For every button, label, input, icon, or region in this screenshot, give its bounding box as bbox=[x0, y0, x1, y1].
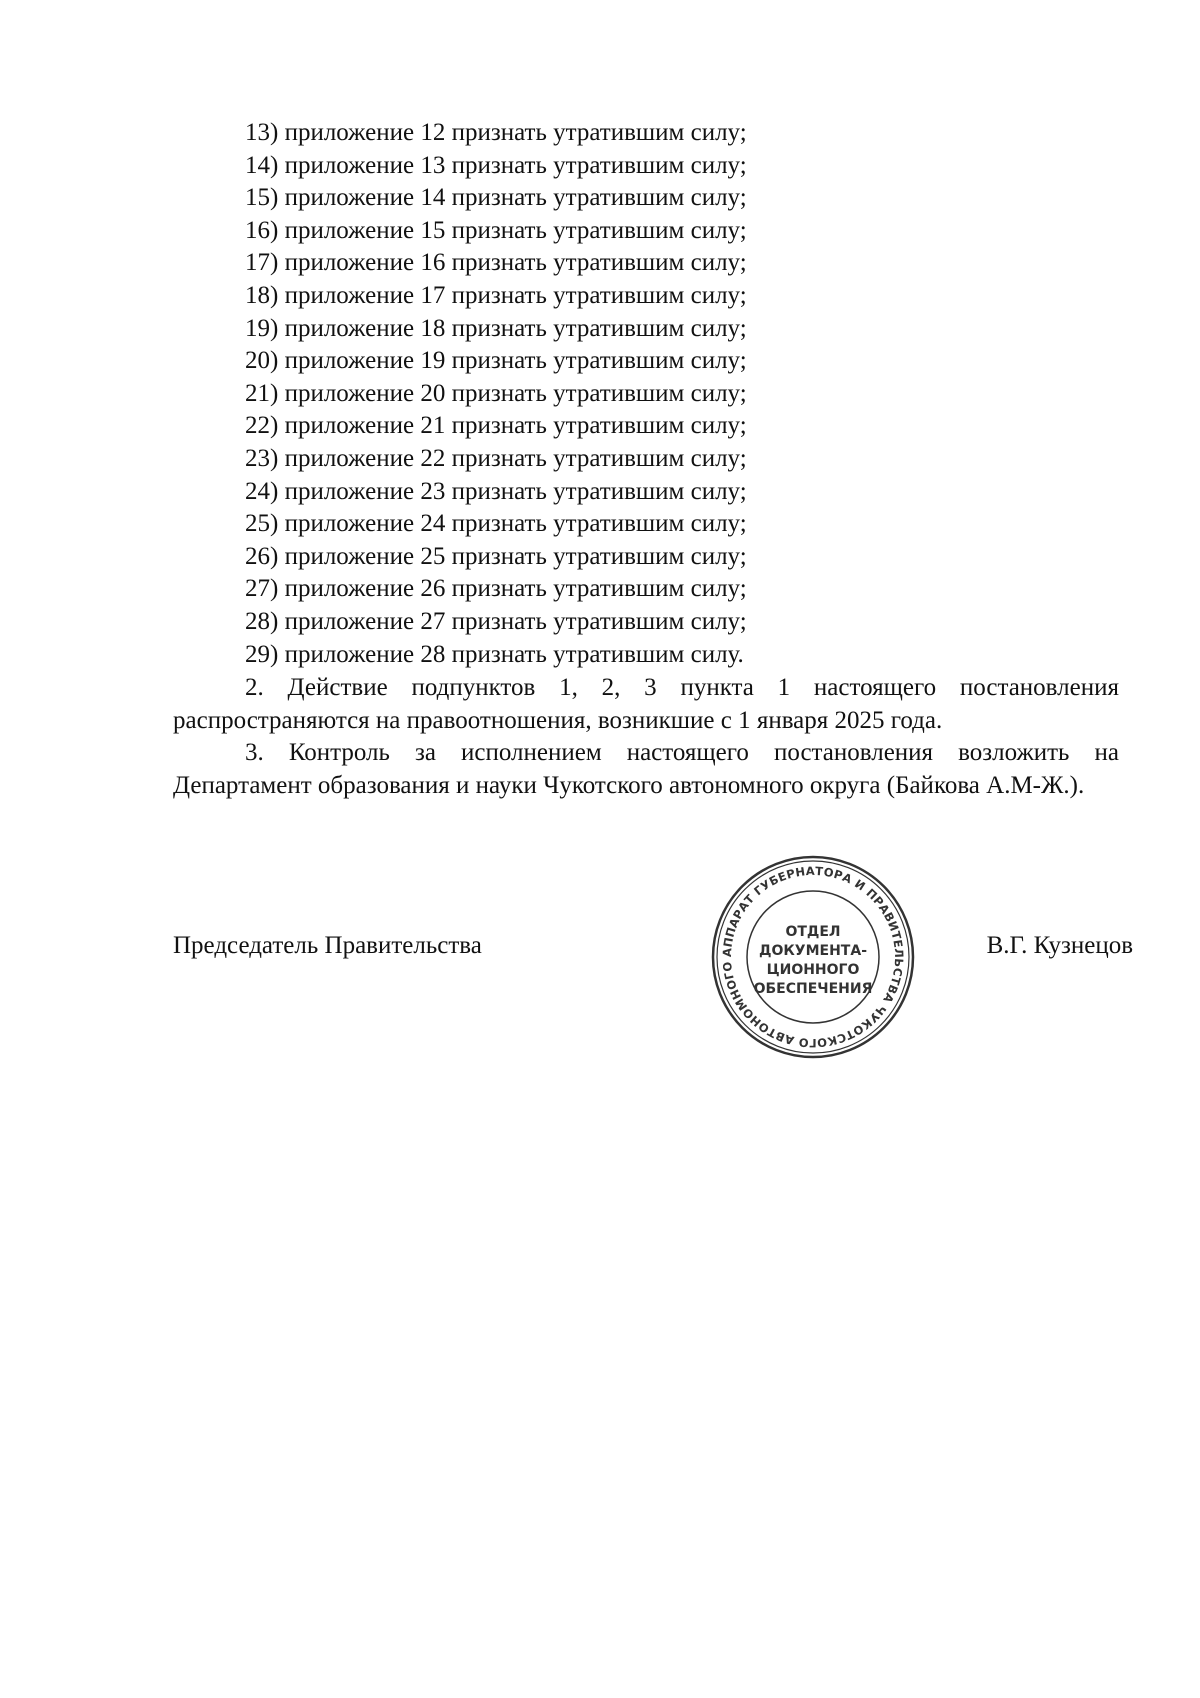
list-item: 16) приложение 15 признать утратившим силу; bbox=[245, 216, 747, 244]
list-item: 21) приложение 20 признать утратившим силу; bbox=[245, 379, 747, 407]
annex-list bbox=[245, 117, 747, 671]
list-item: 27) приложение 26 признать утратившим силу; bbox=[245, 575, 747, 603]
signatory-position: Председатель Правительства bbox=[173, 932, 482, 959]
paragraph-control: 3. Контроль за исполнением настоящего постановления возложить на Департамент образования и науки Чукотского автономного округа (Байкова А.М-Ж.). bbox=[173, 739, 1119, 799]
list-item: 25) приложение 24 признать утратившим силу; bbox=[245, 510, 747, 538]
list-item: 17) приложение 16 признать утратившим силу; bbox=[245, 249, 747, 277]
list-item: 26) приложение 25 признать утратившим силу; bbox=[245, 542, 747, 570]
signature-block bbox=[173, 930, 1133, 970]
stamp-ring-text: АППАРАТ ГУБЕРНАТОРА И ПРАВИТЕЛЬСТВА ЧУКОТСКОГО АВТОНОМНОГО bbox=[719, 863, 907, 1051]
list-item: 22) приложение 21 признать утратившим силу; bbox=[245, 412, 747, 440]
stamp-center-line: ЦИОННОГО bbox=[766, 962, 860, 978]
list-item: 24) приложение 23 признать утратившим силу; bbox=[245, 477, 747, 505]
stamp-center-line: ОТДЕЛ bbox=[785, 924, 841, 940]
stamp-icon bbox=[703, 847, 923, 1067]
list-item: 15) приложение 14 признать утратившим силу; bbox=[245, 184, 747, 212]
paragraph-effective-date: 2. Действие подпунктов 1, 2, 3 пункта 1 настоящего постановления распространяются на правоотношения, возникшие с 1 января 2025 года. bbox=[173, 674, 1119, 734]
official-stamp bbox=[703, 847, 923, 1067]
list-item: 18) приложение 17 признать утратившим силу; bbox=[245, 281, 747, 309]
list-item: 20) приложение 19 признать утратившим силу; bbox=[245, 347, 747, 375]
list-item: 19) приложение 18 признать утратившим силу; bbox=[245, 314, 747, 342]
list-item: 23) приложение 22 признать утратившим силу; bbox=[245, 444, 747, 472]
stamp-center-line: ДОКУМЕНТА- bbox=[758, 943, 868, 959]
list-item: 14) приложение 13 признать утратившим силу; bbox=[245, 151, 747, 179]
signatory-name: В.Г. Кузнецов bbox=[986, 932, 1133, 959]
list-item: 13) приложение 12 признать утратившим силу; bbox=[245, 119, 747, 146]
stamp-center-line: ОБЕСПЕЧЕНИЯ bbox=[753, 981, 873, 997]
list-item: 29) приложение 28 признать утратившим силу. bbox=[245, 640, 744, 668]
list-item: 28) приложение 27 признать утратившим силу; bbox=[245, 607, 747, 635]
